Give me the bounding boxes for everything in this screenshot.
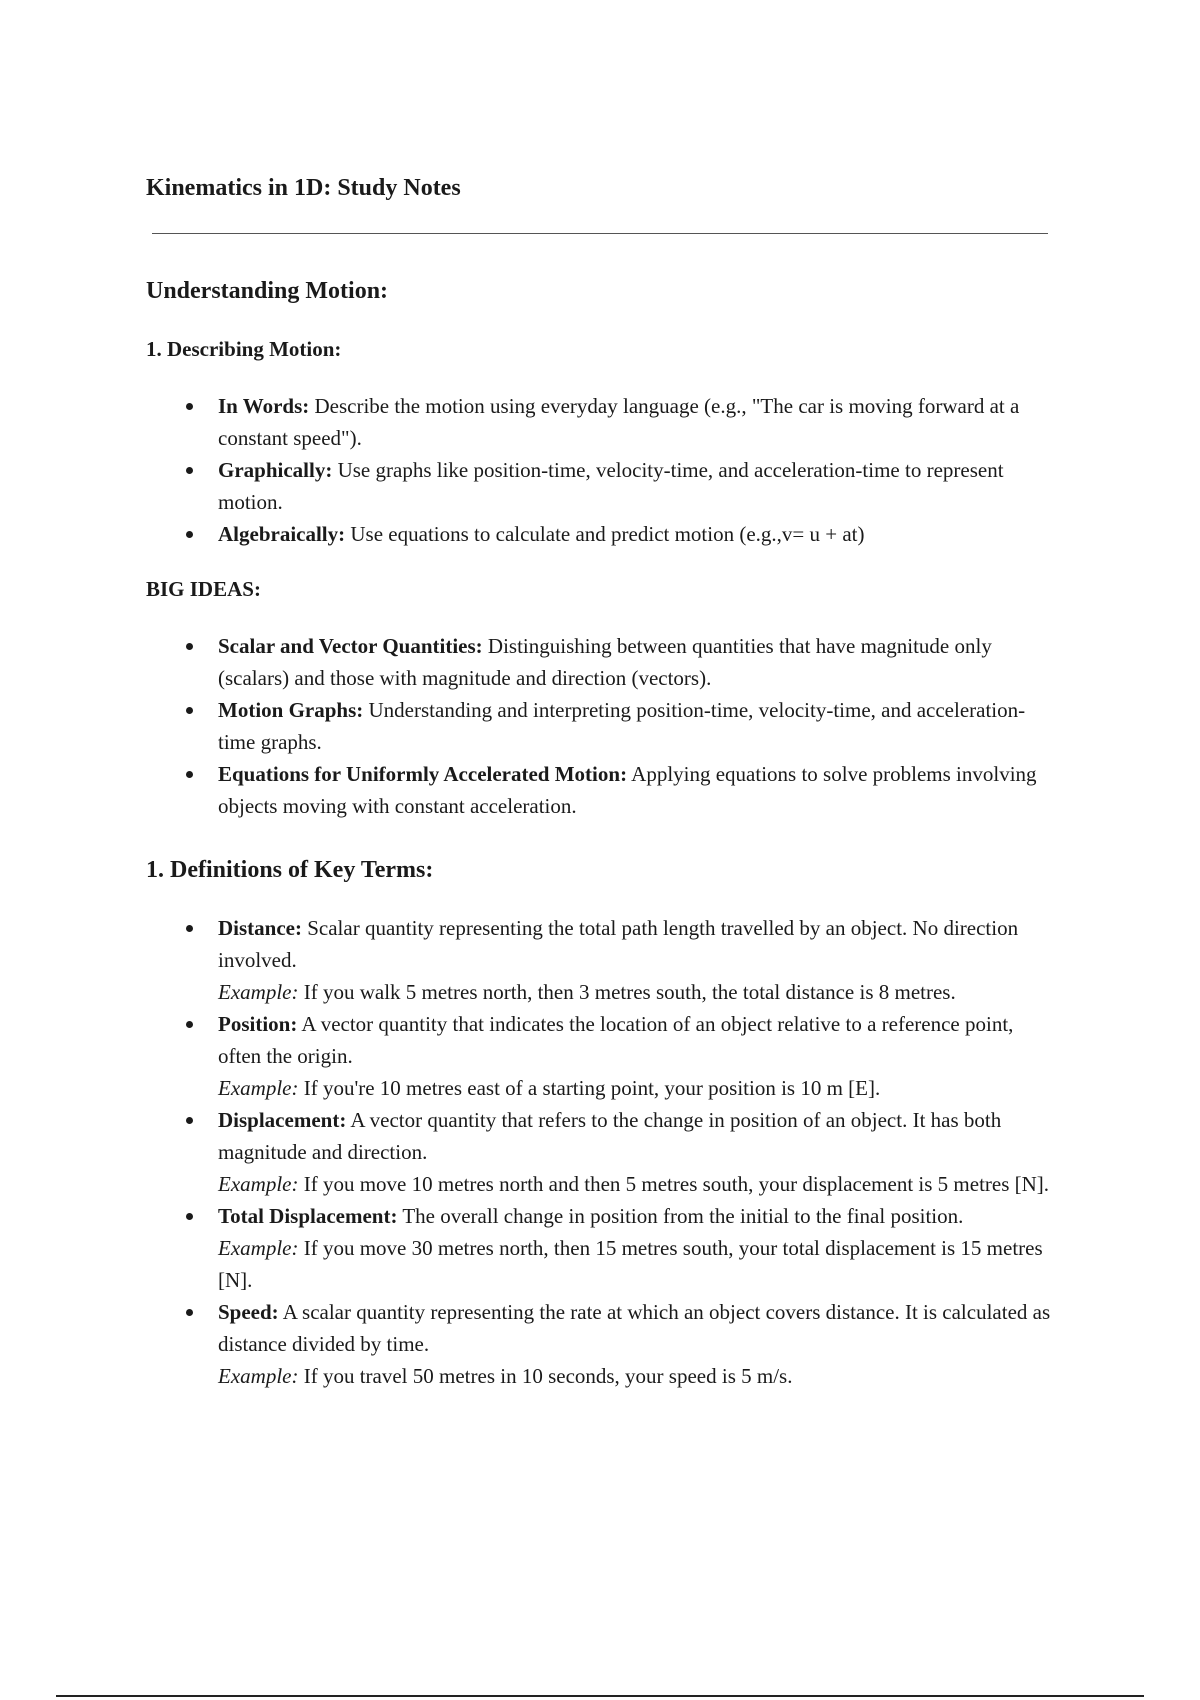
list-item — [146, 1296, 1052, 1392]
example-label: Example: — [218, 980, 299, 1004]
list-item — [146, 1200, 1052, 1296]
list-item — [146, 694, 1052, 758]
heading-definitions: 1. Definitions of Key Terms: — [146, 857, 434, 883]
list-item — [146, 390, 1052, 454]
example-label: Example: — [218, 1076, 299, 1100]
list-item — [146, 912, 1052, 1008]
example-line — [218, 1072, 1052, 1104]
item-text: The overall change in position from the initial to the final position. — [397, 1204, 964, 1228]
item-text: A vector quantity that refers to the change in position of an object. It has both magnitude and direction. — [218, 1108, 1002, 1164]
item-text: Use equations to calculate and predict motion (e.g.,v= u + at) — [345, 522, 865, 546]
bullet-icon — [186, 1309, 193, 1316]
bullet-icon — [186, 403, 193, 410]
example-line — [218, 1168, 1052, 1200]
example-label: Example: — [218, 1236, 299, 1260]
item-term: Position: — [218, 1012, 298, 1036]
list-item — [146, 630, 1052, 694]
example-text: If you move 10 metres north and then 5 metres south, your displacement is 5 metres [N]. — [298, 1172, 1050, 1196]
item-text: A scalar quantity representing the rate at which an object covers distance. It is calculated as distance divided by time. — [218, 1300, 1051, 1356]
item-term: Distance: — [218, 916, 302, 940]
item-term: Algebraically: — [218, 522, 346, 546]
item-text: Understanding and interpreting position-time, velocity-time, and acceleration-time graphs. — [218, 698, 1026, 754]
document-title: Kinematics in 1D: Study Notes — [146, 175, 461, 201]
item-text: Applying equations to solve problems involving objects moving with constant acceleration. — [218, 762, 1037, 818]
bullet-icon — [186, 467, 193, 474]
item-term: Motion Graphs: — [218, 698, 364, 722]
section-heading-understanding-motion: Understanding Motion: — [146, 278, 389, 304]
heading-describing-motion: 1. Describing Motion: — [146, 337, 342, 361]
list-item — [146, 1008, 1052, 1104]
bullet-icon — [186, 1117, 193, 1124]
list-item — [146, 758, 1052, 822]
big-ideas-list — [146, 630, 1052, 822]
definitions-list — [146, 912, 1052, 1392]
item-term: Total Displacement: — [218, 1204, 398, 1228]
example-line — [218, 1360, 1052, 1392]
bullet-icon — [186, 531, 193, 538]
example-text: If you move 30 metres north, then 15 metres south, your total displacement is 15 metres [N]. — [218, 1236, 1043, 1292]
bullet-icon — [186, 771, 193, 778]
item-term: Graphically: — [218, 458, 333, 482]
item-text: A vector quantity that indicates the location of an object relative to a reference point, often the origin. — [218, 1012, 1014, 1068]
item-text: Use graphs like position-time, velocity-time, and acceleration-time to represent motion. — [218, 458, 1004, 514]
item-term: In Words: — [218, 394, 310, 418]
example-text: If you're 10 metres east of a starting point, your position is 10 m [E]. — [298, 1076, 881, 1100]
bullet-icon — [186, 925, 193, 932]
page-bottom-divider — [56, 1695, 1144, 1697]
item-text: Distinguishing between quantities that have magnitude only (scalars) and those with magnitude and direction (vectors). — [218, 634, 992, 690]
bullet-icon — [186, 643, 193, 650]
item-text: Describe the motion using everyday language (e.g., "The car is moving forward at a constant speed"). — [218, 394, 1020, 450]
list-item — [146, 518, 1052, 550]
example-line — [218, 976, 1052, 1008]
example-text: If you travel 50 metres in 10 seconds, your speed is 5 m/s. — [298, 1364, 793, 1388]
bullet-icon — [186, 1021, 193, 1028]
example-text: If you walk 5 metres north, then 3 metres south, the total distance is 8 metres. — [298, 980, 956, 1004]
title-divider — [152, 233, 1048, 234]
item-term: Displacement: — [218, 1108, 347, 1132]
list-item — [146, 1104, 1052, 1200]
item-text: Scalar quantity representing the total path length travelled by an object. No direction involved. — [218, 916, 1019, 972]
list-item — [146, 454, 1052, 518]
item-term: Speed: — [218, 1300, 279, 1324]
example-line — [218, 1232, 1052, 1296]
heading-big-ideas: BIG IDEAS: — [146, 577, 261, 601]
example-label: Example: — [218, 1172, 299, 1196]
item-term: Equations for Uniformly Accelerated Motion: — [218, 762, 628, 786]
item-term: Scalar and Vector Quantities: — [218, 634, 483, 658]
describing-motion-list — [146, 390, 1052, 550]
bullet-icon — [186, 1213, 193, 1220]
example-label: Example: — [218, 1364, 299, 1388]
bullet-icon — [186, 707, 193, 714]
